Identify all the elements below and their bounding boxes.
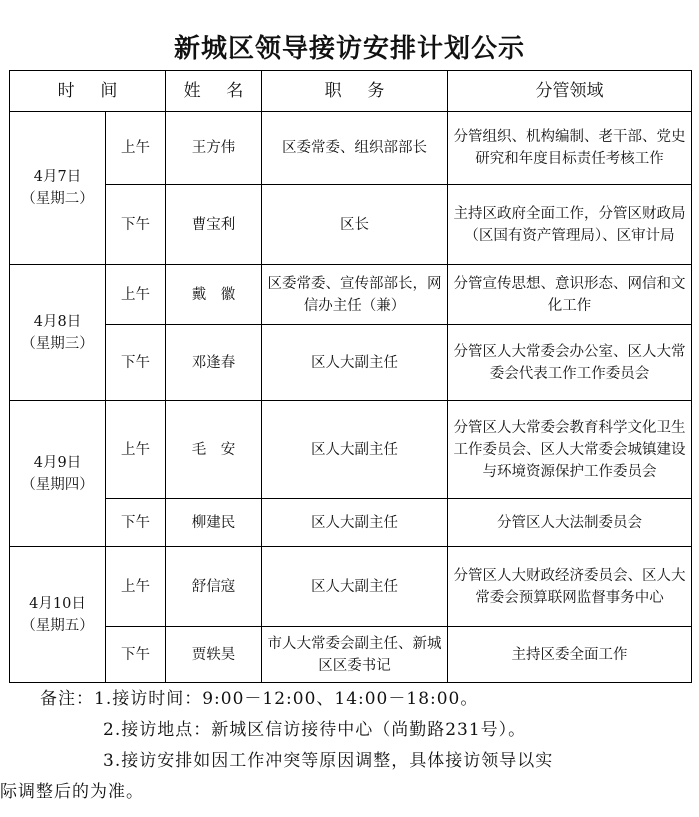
area-cell: 分管组织、机构编制、老干部、党史研究和年度目标责任考核工作 — [448, 112, 692, 185]
period-cell: 上午 — [106, 265, 166, 325]
name-cell: 舒信寇 — [166, 547, 262, 627]
area-cell: 分管区人大常委会办公室、区人大常委会代表工作工作委员会 — [448, 325, 692, 401]
period-cell: 上午 — [106, 547, 166, 627]
period-cell: 下午 — [106, 627, 166, 683]
note-line-1: 备注：1.接访时间：9:00－12:00、14:00－18:00。 — [40, 689, 479, 709]
position-cell: 区人大副主任 — [262, 325, 448, 401]
table-row — [10, 112, 692, 185]
name-cell: 柳建民 — [166, 499, 262, 547]
table-row — [10, 325, 692, 401]
page-title: 新城区领导接访安排计划公示 — [173, 34, 525, 64]
date-cell: 4月9日 （星期四） — [10, 401, 106, 547]
position-cell: 区委常委、宣传部部长，网信办主任（兼） — [262, 265, 448, 325]
period-cell: 上午 — [106, 112, 166, 185]
area-cell: 主持区政府全面工作，分管区财政局（区国有资产管理局）、区审计局 — [448, 185, 692, 265]
area-cell: 分管宣传思想、意识形态、网信和文化工作 — [448, 265, 692, 325]
area-cell: 分管区人大法制委员会 — [448, 499, 692, 547]
notes-section — [0, 684, 680, 808]
name-cell: 贾轶昊 — [166, 627, 262, 683]
table-row — [10, 265, 692, 325]
table-row — [10, 547, 692, 627]
period-cell: 上午 — [106, 401, 166, 499]
position-cell: 区人大副主任 — [262, 499, 448, 547]
date-cell: 4月7日 （星期二） — [10, 112, 106, 265]
header-position: 职 务 — [262, 71, 448, 112]
name-cell: 戴 徽 — [166, 265, 262, 325]
header-time: 时 间 — [10, 71, 166, 112]
note-line-3: 3.接访安排如因工作冲突等原因调整，具体接访领导以实 — [103, 751, 554, 771]
position-cell: 区长 — [262, 185, 448, 265]
period-cell: 下午 — [106, 185, 166, 265]
date-cell: 4月10日 （星期五） — [10, 547, 106, 683]
position-cell: 区委常委、组织部部长 — [262, 112, 448, 185]
table-header-row — [10, 71, 692, 112]
position-cell: 市人大常委会副主任、新城区区委书记 — [262, 627, 448, 683]
name-cell: 王方伟 — [166, 112, 262, 185]
period-cell: 下午 — [106, 499, 166, 547]
name-cell: 邓逢春 — [166, 325, 262, 401]
area-cell: 分管区人大财政经济委员会、区人大常委会预算联网监督事务中心 — [448, 547, 692, 627]
name-cell: 曹宝利 — [166, 185, 262, 265]
table-row — [10, 499, 692, 547]
schedule-table — [9, 70, 692, 683]
area-cell: 分管区人大常委会教育科学文化卫生工作委员会、区人大常委会城镇建设与环境资源保护工作委员会 — [448, 401, 692, 499]
area-cell: 主持区委全面工作 — [448, 627, 692, 683]
period-cell: 下午 — [106, 325, 166, 401]
table-row — [10, 401, 692, 499]
header-area: 分管领域 — [448, 71, 692, 112]
table-row — [10, 185, 692, 265]
date-cell: 4月8日 （星期三） — [10, 265, 106, 401]
header-name: 姓 名 — [166, 71, 262, 112]
position-cell: 区人大副主任 — [262, 401, 448, 499]
table-row — [10, 627, 692, 683]
note-line-3-cont: 际调整后的为准。 — [0, 782, 144, 802]
name-cell: 毛 安 — [166, 401, 262, 499]
note-line-2: 2.接访地点：新城区信访接待中心（尚勤路231号）。 — [103, 720, 527, 740]
notes-label: 备注： — [40, 689, 94, 709]
position-cell: 区人大副主任 — [262, 547, 448, 627]
